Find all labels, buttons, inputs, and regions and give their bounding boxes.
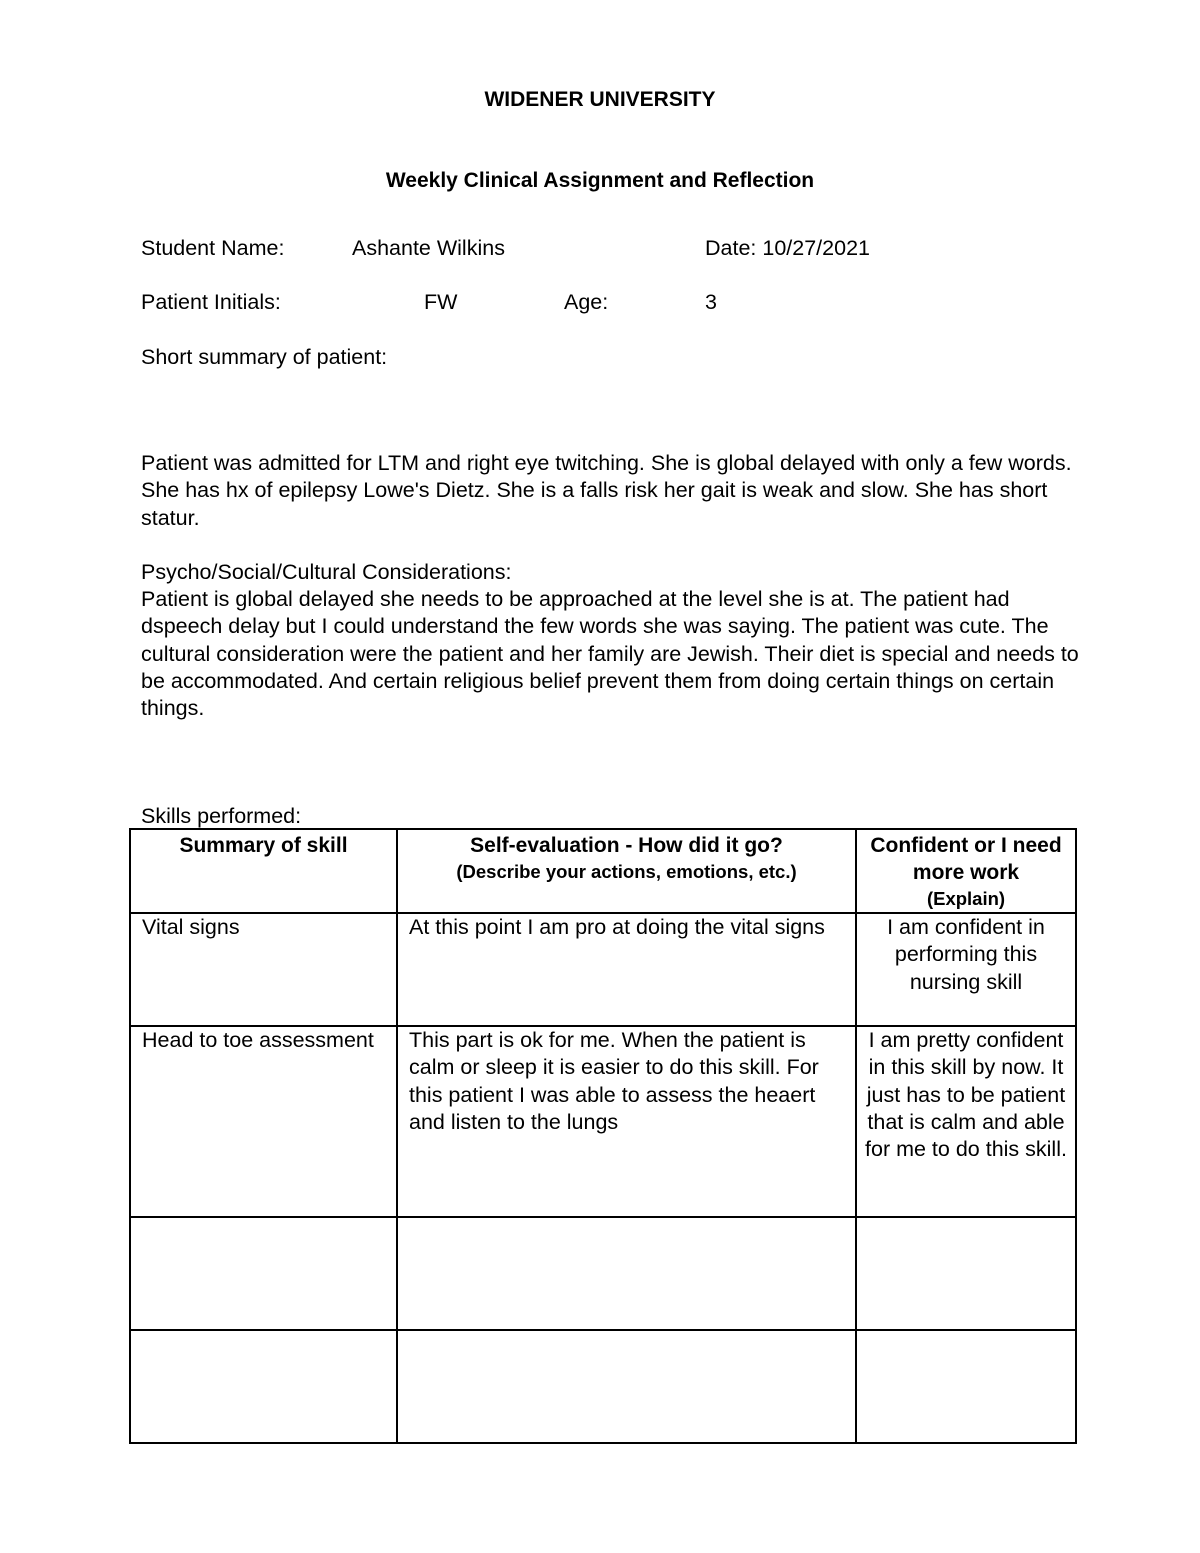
- summary-text: Patient was admitted for LTM and right eye twitching. She is global delayed with only a few words. She has hx of epilepsy Lowe's Dietz. She is a falls risk her gait is weak and slow. She has short statur.: [141, 451, 1072, 530]
- header-confidence: [856, 829, 1076, 913]
- skill-cell: Head to toe assessment: [130, 1026, 397, 1217]
- confidence-cell: [856, 1330, 1076, 1443]
- evaluation-cell: [397, 1330, 856, 1443]
- skills-table: [129, 828, 1077, 1444]
- date-field: [705, 236, 870, 261]
- form-title: Weekly Clinical Assignment and Reflection: [385, 169, 815, 192]
- evaluation-cell: [397, 1217, 856, 1330]
- skills-label: Skills performed:: [141, 804, 302, 828]
- patient-age-label: Age:: [564, 290, 609, 314]
- university-title: WIDENER UNIVERSITY: [484, 88, 716, 111]
- header-main: Summary of skill: [179, 834, 348, 857]
- table-row: [130, 913, 1076, 1026]
- header-summary-of-skill: [130, 829, 397, 913]
- skill-cell: Vital signs: [130, 913, 397, 1026]
- psycho-text: Patient is global delayed she needs to be approached at the level she is at. The patient had dspeech delay but I could understand the few words she was saying. The patient was cute. The cultural consideration were the patient and her family are Jewish. Their diet is special and needs to be accommodated. And certain religious belief prevent them from doing certain things on certain things.: [141, 587, 1079, 721]
- header-sub: (Describe your actions, emotions, etc.): [456, 861, 797, 882]
- skill-cell: [130, 1217, 397, 1330]
- evaluation-cell: This part is ok for me. When the patient is calm or sleep it is easier to do this skill. For this patient I was able to assess the heaert and listen to the lungs: [397, 1026, 856, 1217]
- table-row: [130, 1026, 1076, 1217]
- summary-label: Short summary of patient:: [141, 345, 388, 369]
- psycho-label: Psycho/Social/Cultural Considerations:: [141, 560, 512, 584]
- table-row: [130, 1330, 1076, 1443]
- header-main: Self-evaluation - How did it go?: [470, 834, 783, 857]
- patient-initials-label: Patient Initials:: [141, 290, 281, 314]
- evaluation-cell: At this point I am pro at doing the vital signs: [397, 913, 856, 1026]
- patient-initials-value: FW: [424, 290, 458, 314]
- table-row: [130, 1217, 1076, 1330]
- student-name-value: Ashante Wilkins: [352, 236, 505, 260]
- header-self-evaluation: [397, 829, 856, 913]
- table-header-row: [130, 829, 1076, 913]
- patient-age-value: 3: [705, 290, 717, 314]
- confidence-cell: I am pretty confident in this skill by now. It just has to be patient that is calm and able for me to do this skill.: [856, 1026, 1076, 1217]
- student-name-label: Student Name:: [141, 236, 285, 260]
- skill-cell: [130, 1330, 397, 1443]
- date-label: Date:: [705, 236, 757, 260]
- confidence-cell: [856, 1217, 1076, 1330]
- header-main: Confident or I need more work: [870, 834, 1062, 884]
- date-value: 10/27/2021: [762, 236, 870, 260]
- confidence-cell: I am confident in performing this nursing skill: [856, 913, 1076, 1026]
- header-sub: (Explain): [926, 888, 1006, 909]
